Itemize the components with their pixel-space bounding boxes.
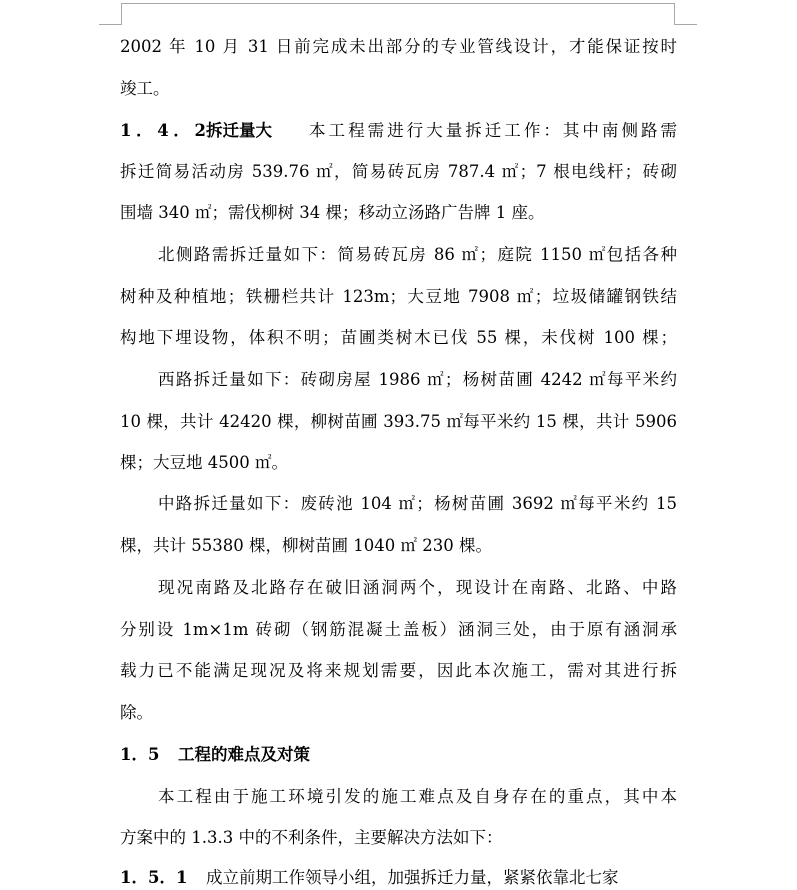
section-heading-1-5-1 bbox=[120, 866, 677, 890]
section-heading-1-5 bbox=[120, 743, 677, 767]
text-line: 载力已不能满足现况及将来规划需要，因此本次施工，需对其进行拆 bbox=[120, 661, 677, 680]
text-line: 除。 bbox=[120, 703, 153, 722]
heading-number: 1．4．2 bbox=[120, 121, 206, 140]
text-line: 中路拆迁量如下：废砖池 104 ㎡；杨树苗圃 3692 ㎡每平米约 15 bbox=[158, 494, 677, 513]
text-line: 树种及种植地；铁栅栏共计 123m；大豆地 7908 ㎡；垃圾储罐钢铁结 bbox=[120, 287, 677, 306]
text-line: 构地下埋设物，体积不明；苗圃类树木已伐 55 棵，未伐树 100 棵； bbox=[120, 328, 677, 347]
text-line: 围墙 340 ㎡；需伐柳树 34 棵；移动立汤路广告牌 1 座。 bbox=[120, 203, 545, 222]
page-margin-top-mark bbox=[121, 3, 674, 4]
section-heading-1-4-2 bbox=[120, 119, 677, 143]
text-line: 竣工。 bbox=[120, 79, 170, 98]
text-line: 北侧路需拆迁量如下：简易砖瓦房 86 ㎡；庭院 1150 ㎡包括各种 bbox=[158, 245, 677, 264]
heading-title: 拆迁量大 bbox=[206, 121, 272, 140]
text-line: 10 棵，共计 42420 棵，柳树苗圃 393.75 ㎡每平米约 15 棵，共计 5906 bbox=[120, 412, 677, 431]
page-corner-mark-left bbox=[121, 3, 122, 25]
heading-number: 1．5 bbox=[120, 745, 160, 764]
page-corner-mark-right bbox=[674, 3, 675, 25]
text-line: 方案中的 1.3.3 中的不利条件，主要解决方法如下： bbox=[120, 828, 503, 847]
text-line: 棵；大豆地 4500 ㎡。 bbox=[120, 453, 288, 472]
page-corner-mark-left-horizontal bbox=[99, 24, 121, 25]
text-line: 拆迁简易活动房 539.76 ㎡，简易砖瓦房 787.4 ㎡；7 根电线杆；砖砌 bbox=[120, 162, 677, 181]
text-line: 本工程由于施工环境引发的施工难点及自身存在的重点，其中本 bbox=[158, 787, 677, 806]
text-line: 成立前期工作领导小组，加强拆迁力量，紧紧依靠北七家 bbox=[206, 868, 619, 887]
heading-title: 工程的难点及对策 bbox=[178, 745, 310, 764]
heading-number: 1．5．1 bbox=[120, 868, 188, 887]
text-line: 棵，共计 55380 棵，柳树苗圃 1040 ㎡ 230 棵。 bbox=[120, 536, 492, 555]
text-line: 2002 年 10 月 31 日前完成未出部分的专业管线设计，才能保证按时 bbox=[120, 37, 677, 56]
text-line: 分别设 1m×1m 砖砌（钢筋混凝土盖板）涵洞三处，由于原有涵洞承 bbox=[120, 620, 677, 639]
text-line: 现况南路及北路存在破旧涵洞两个，现设计在南路、北路、中路 bbox=[158, 578, 677, 597]
text-line: 西路拆迁量如下：砖砌房屋 1986 ㎡；杨树苗圃 4242 ㎡每平米约 bbox=[158, 370, 677, 389]
text-line: 本工程需进行大量拆迁工作：其中南侧路需 bbox=[306, 121, 677, 140]
page-corner-mark-right-horizontal bbox=[675, 24, 697, 25]
